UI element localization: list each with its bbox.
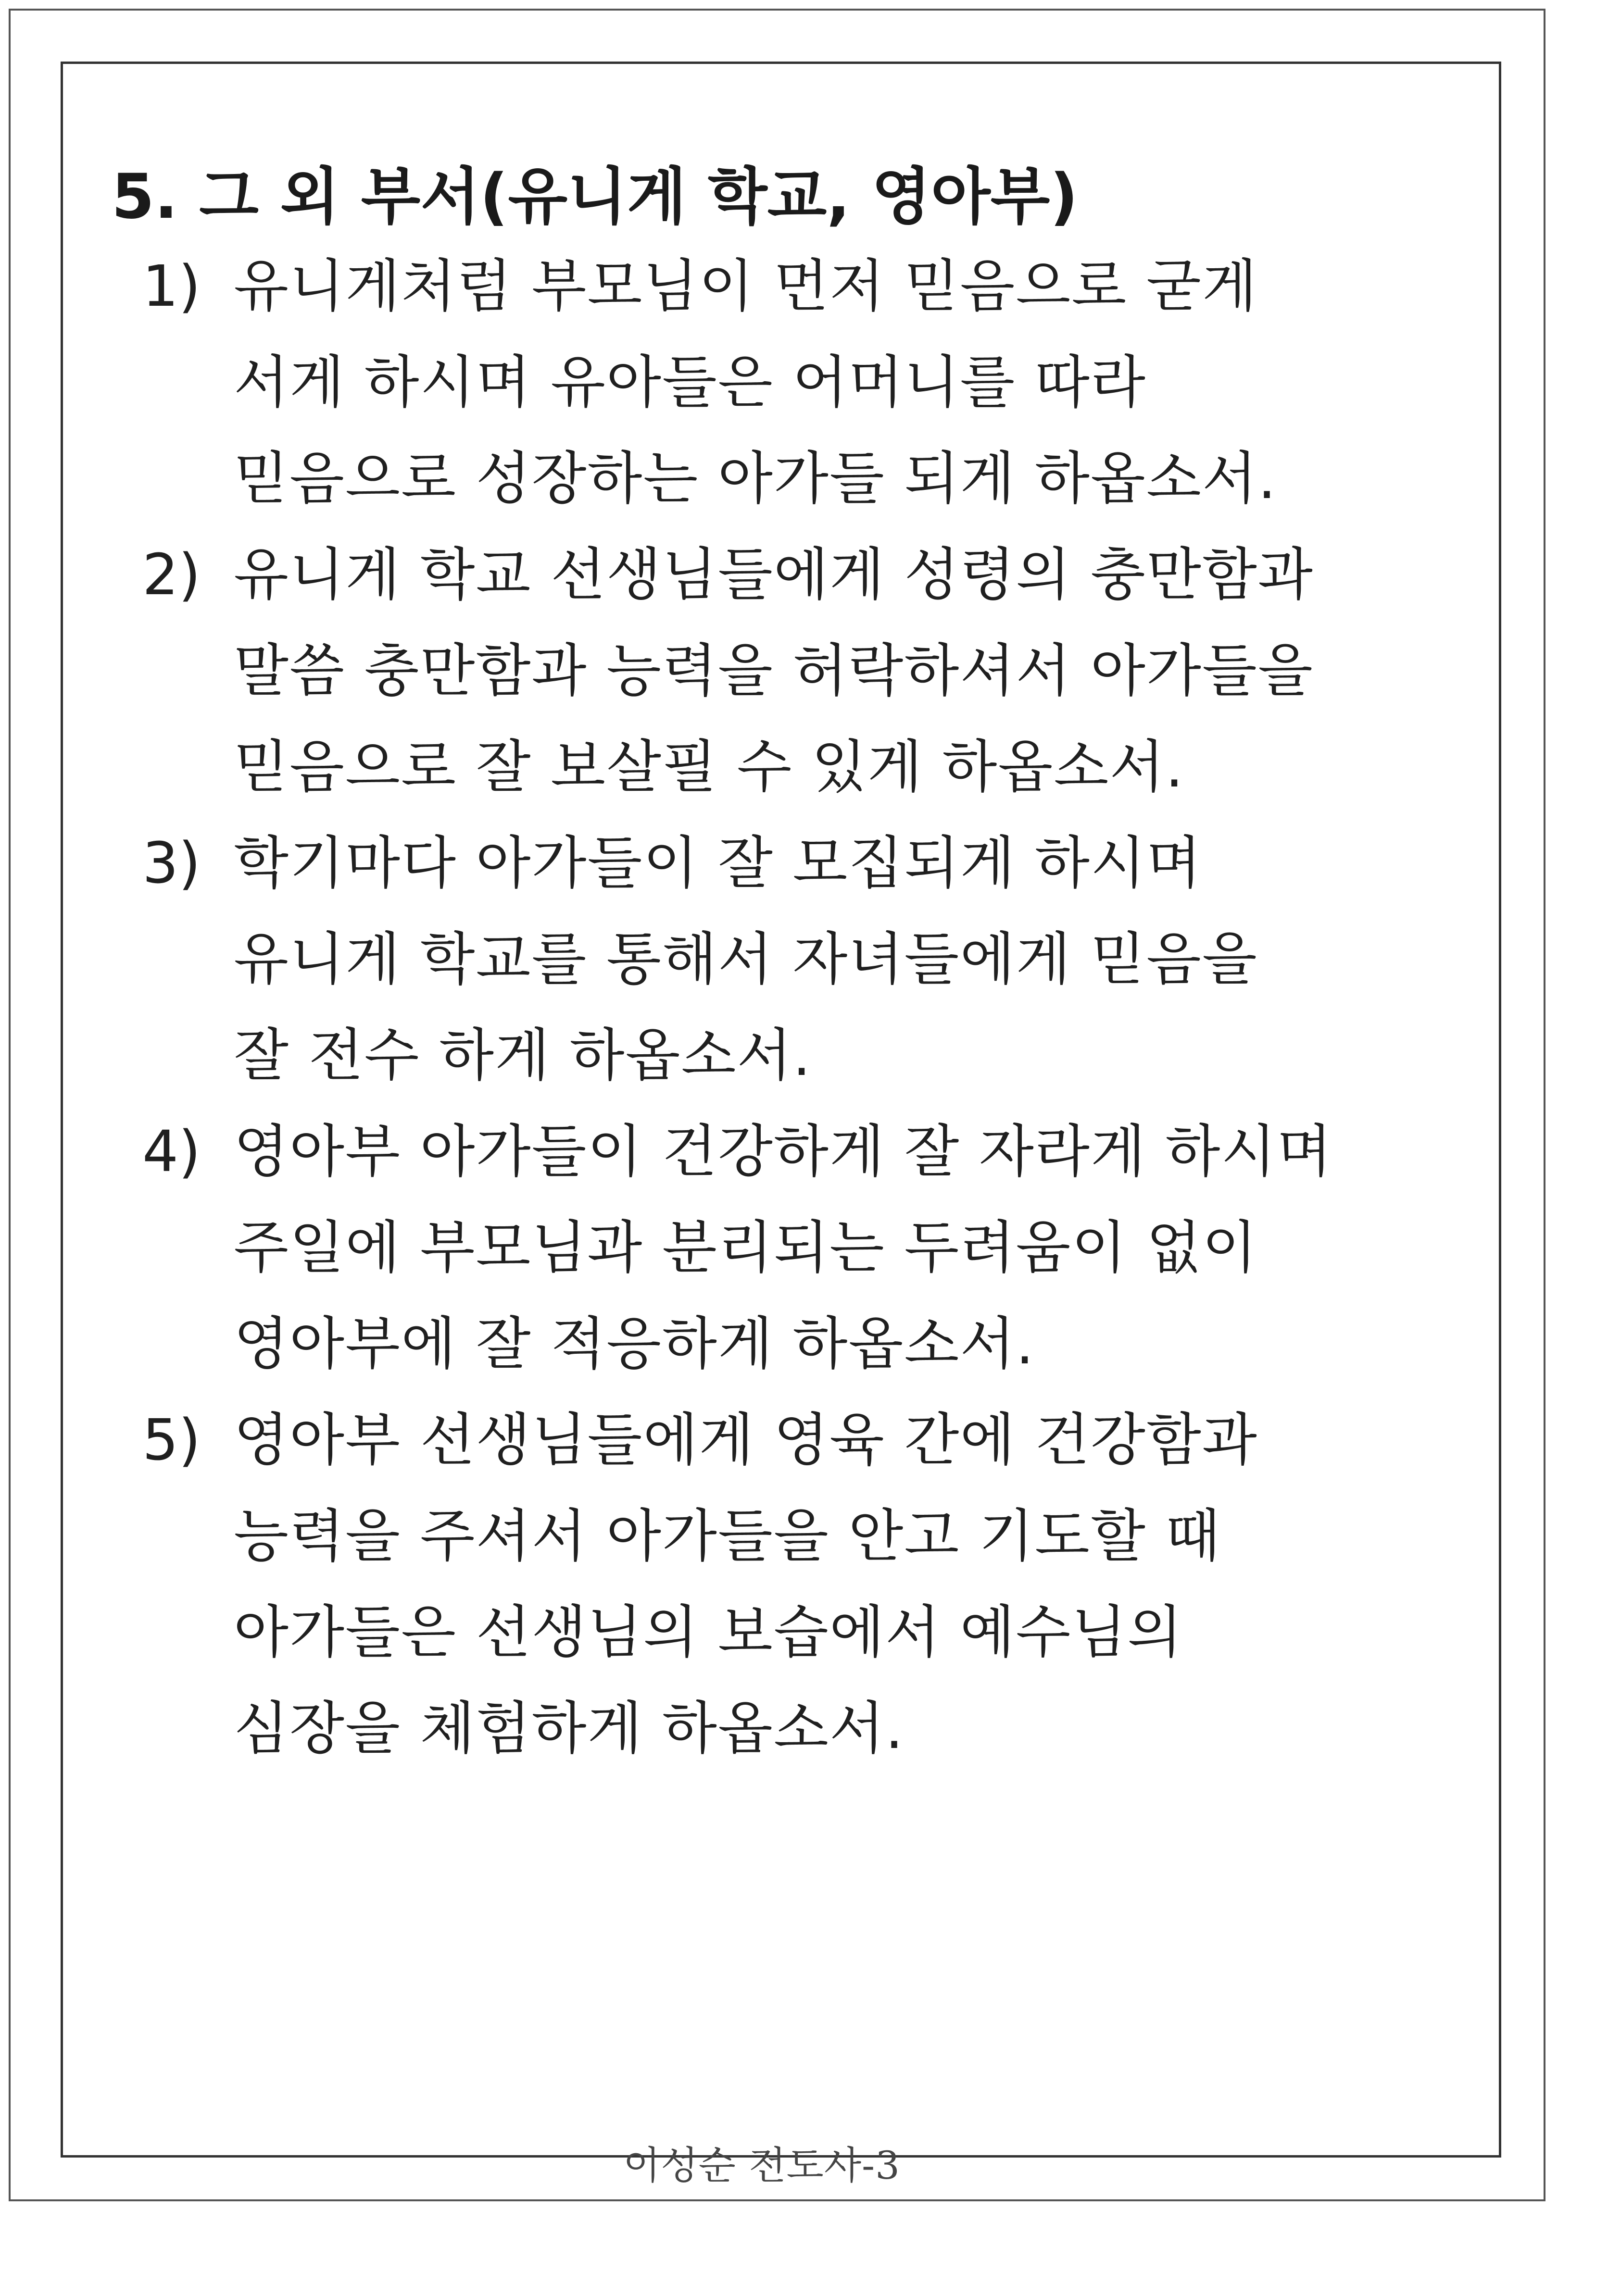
item-line: 믿음으로 잘 보살필 수 있게 하옵소서. — [234, 734, 1184, 800]
item-line: 유니게 학교를 통해서 자녀들에게 믿음을 — [234, 926, 1258, 992]
item-number: 2) — [142, 541, 201, 608]
item-line: 잘 전수 하게 하옵소서. — [234, 1022, 812, 1088]
item-line: 서게 하시며 유아들은 어머니를 따라 — [234, 349, 1146, 415]
item-line: 아가들은 선생님의 보습에서 예수님의 — [234, 1599, 1183, 1665]
section-heading: 5. 그 외 부서(유니게 학교, 영아부) — [112, 161, 1078, 233]
document-content — [112, 0, 1487, 2296]
item-number: 5) — [142, 1407, 201, 1473]
item-text — [234, 1103, 1332, 1392]
item-text — [234, 1392, 1258, 1776]
item-number: 1) — [142, 253, 201, 319]
item-text — [234, 526, 1314, 815]
item-line: 능력을 주셔서 아가들을 안고 기도할 때 — [234, 1503, 1221, 1569]
item-line: 유니게처럼 부모님이 먼저 믿음으로 굳게 — [234, 253, 1258, 319]
item-line: 영아부 아가들이 건강하게 잘 자라게 하시며 — [234, 1118, 1333, 1185]
item-line: 영아부 선생님들에게 영육 간에 건강함과 — [234, 1407, 1258, 1473]
item-line: 주일에 부모님과 분리되는 두려움이 없이 — [234, 1214, 1258, 1281]
page-footer: 이성순 전도사-3 — [623, 2143, 901, 2188]
item-line: 믿음으로 성장하는 아가들 되게 하옵소서. — [234, 445, 1277, 512]
item-number: 3) — [142, 830, 201, 896]
item-text — [234, 815, 1258, 1103]
item-line: 영아부에 잘 적응하게 하옵소서. — [234, 1310, 1035, 1377]
item-line: 말씀 충만함과 능력을 허락하셔서 아가들을 — [234, 637, 1314, 704]
item-line: 학기마다 아가들이 잘 모집되게 하시며 — [234, 830, 1202, 896]
item-text — [234, 238, 1277, 526]
item-line: 유니게 학교 선생님들에게 성령의 충만함과 — [234, 541, 1314, 608]
item-line: 심장을 체험하게 하옵소서. — [234, 1695, 904, 1761]
item-number: 4) — [142, 1118, 201, 1185]
